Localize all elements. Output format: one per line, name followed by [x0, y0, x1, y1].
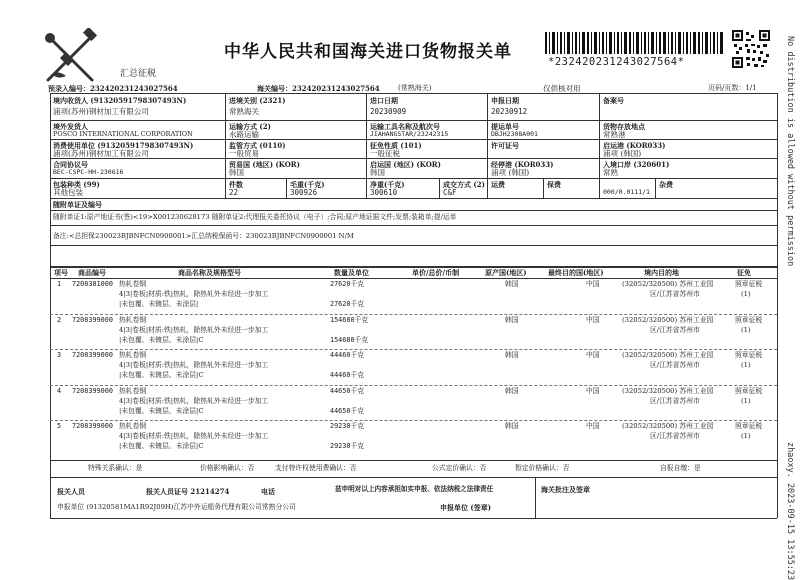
item-domestic2: 区/江苏省苏州市: [650, 290, 700, 298]
summary-tax-label: 汇总征税: [120, 69, 157, 79]
item-domestic1: (32052/320500) 苏州工业园: [622, 315, 714, 324]
attached-docs-line: 随附单证1:原产地证书(签)<19>X001230628173 随附单证2:代理报关委托协议（电子）;合同;原产地证据文件;发票;装箱单;提/运单: [53, 213, 457, 221]
deal-mode-label: 成交方式 (2): [443, 180, 485, 189]
col-no: 项号: [54, 268, 68, 277]
item-exempt2: (1): [741, 361, 751, 369]
consumer-label: 消费使用单位 (91320591798307493N): [53, 141, 194, 150]
col-price: 单价/总价/币制: [412, 268, 460, 277]
col-exempt: 征免: [737, 268, 751, 277]
item-qty1: 44650千克: [330, 386, 365, 395]
item-exempt1: 照章征税: [735, 280, 763, 288]
item-origin: 韩国: [505, 315, 519, 324]
item-origin: 韩国: [505, 351, 519, 359]
customs-emblem: [40, 28, 100, 86]
origin-country-value: 韩国: [370, 168, 385, 177]
declaring-agent: 申报单位 (91320581MA1R92J09H)江苏中外运船务代理有限公司常熟分公司: [57, 503, 296, 511]
item-domestic2: 区/江苏省苏州市: [650, 361, 700, 369]
vessel-label: 运输工具名称及航次号: [370, 122, 440, 131]
item-spec2: |未包覆、未镀层、未涂层|: [119, 300, 199, 308]
supervision-value: 一般贸易: [229, 149, 259, 158]
item-qty1: 154680千克: [330, 315, 369, 324]
purpose-note: 仅供核对用: [543, 84, 581, 93]
contract-label: 合同协议号: [53, 160, 88, 169]
item-code: 7208399000: [72, 422, 113, 430]
declarant-label: 报关人员: [57, 487, 85, 496]
item-no: 1: [57, 280, 62, 288]
item-domestic2: 区/江苏省苏州市: [650, 325, 700, 334]
item-name: 热轧卷钢: [119, 422, 147, 430]
item-name: 热轧卷钢: [119, 280, 147, 288]
royalty-confirm: 支付特许权使用费确认：否: [275, 464, 357, 472]
item-spec1: 4|3|卷板|材质:铁|热轧，除热轧外未经进一步加工: [119, 290, 269, 298]
phone-label: 电话: [261, 487, 275, 496]
no-distribution-notice: No distribution is allowed without permission: [785, 36, 795, 267]
col-code: 商品编号: [78, 268, 106, 277]
item-code: 7208399000: [72, 315, 113, 324]
consumer-value: 浦项(苏州)钢材加工有限公司: [53, 149, 149, 158]
item-qty1: 44460千克: [330, 351, 365, 359]
item-dest: 中国: [586, 422, 600, 430]
customs-number: 海关编号：232420231243027564: [257, 84, 380, 93]
item-code: 7208381000: [72, 280, 113, 288]
item-exempt2: (1): [741, 432, 751, 440]
via-port-value: 浦项 (韩国): [491, 168, 530, 177]
declare-date-value: 20230912: [491, 107, 528, 116]
storage-value: 常熟港: [603, 130, 626, 139]
item-qty2: 154680千克: [330, 335, 369, 344]
supervision-label: 监管方式 (0110): [229, 141, 286, 150]
item-dest: 中国: [586, 386, 600, 395]
page-counter: 页码/页数：1/1: [708, 84, 757, 92]
consignee-label: 境内收货人 (91320591798307493N): [53, 96, 187, 105]
item-origin: 韩国: [505, 386, 519, 395]
import-date-value: 20230909: [370, 107, 407, 116]
col-qty: 数量及单位: [334, 268, 369, 277]
provisional-price: 暂定价格确认：否: [515, 464, 570, 472]
item-domestic1: (32052/320500) 苏州工业园: [622, 351, 714, 359]
record-no-label: 备案号: [603, 96, 624, 105]
package-type-label: 包装种类 (99): [53, 180, 100, 189]
item-spec2: |未包覆、未镀层、未涂层|C: [119, 442, 204, 450]
formula-price: 公式定价确认：否: [432, 464, 487, 472]
transport-mode-label: 运输方式 (2): [229, 122, 271, 131]
seal-label: 申报单位 (签章): [440, 503, 492, 512]
item-spec2: |未包覆、未镀层、未涂层|C: [119, 335, 204, 344]
item-exempt2: (1): [741, 396, 751, 405]
col-dest: 最终目的国(地区): [548, 268, 604, 277]
departure-port-value: 浦项 (韩国): [603, 149, 642, 158]
declarant-cert: 报关人员证号 21214274: [146, 487, 230, 496]
item-dest: 中国: [586, 351, 600, 359]
misc-fee-label: 杂费: [659, 180, 673, 189]
row-separator: [50, 385, 777, 386]
entry-port-label: 进境关别 (2321): [229, 96, 286, 105]
item-domestic2: 区/江苏省苏州市: [650, 396, 700, 405]
entry-gate-label: 入境口岸 (320601): [603, 160, 670, 169]
price-impact: 价格影响确认：否: [200, 464, 255, 472]
declare-date-label: 申报日期: [491, 96, 519, 105]
qr-code: [732, 30, 770, 68]
trade-country-value: 韩国: [229, 168, 244, 177]
item-dest: 中国: [586, 315, 600, 324]
via-port-label: 经停港 (KOR033): [491, 160, 554, 169]
col-domestic: 境内目的地: [644, 268, 679, 277]
item-exempt2: (1): [741, 290, 751, 298]
net-weight-value: 300610: [370, 188, 398, 197]
row-separator: [50, 420, 777, 421]
pre-entry-number: 预录入编号：232420231243027564: [48, 84, 178, 93]
license-label: 许可证号: [491, 141, 519, 150]
vessel-value: JIAHANGSTAR/23242315: [370, 130, 449, 138]
item-name: 热轧卷钢: [119, 351, 147, 359]
item-no: 4: [57, 386, 62, 395]
row-separator: [50, 349, 777, 350]
special-relation: 特殊关系确认：是: [88, 464, 143, 472]
exemption-nature-label: 征免性质 (101): [370, 141, 422, 150]
misc-fee-value: 000/0.0111/1: [603, 188, 650, 196]
item-domestic2: 区/江苏省苏州市: [650, 432, 700, 440]
item-domestic1: (32052/320500) 苏州工业园: [622, 422, 714, 430]
transport-mode-value: 水路运输: [229, 130, 259, 139]
pieces-label: 件数: [229, 180, 243, 189]
item-qty2: 29230千克: [330, 442, 365, 450]
package-type-value: 其他包装: [53, 188, 83, 197]
gross-weight-label: 毛重(千克): [290, 180, 325, 189]
col-name: 商品名称及规格型号: [178, 268, 241, 277]
item-name: 热轧卷钢: [119, 386, 147, 395]
contract-value: BEC-CSPC-HH-230616: [53, 168, 124, 176]
entry-gate-value: 常熟: [603, 168, 618, 177]
item-no: 3: [57, 351, 62, 359]
item-exempt1: 照章征税: [735, 351, 763, 359]
import-date-label: 进口日期: [370, 96, 398, 105]
row-separator: [50, 314, 777, 315]
item-code: 7208399000: [72, 351, 113, 359]
item-domestic1: (32052/320500) 苏州工业园: [622, 386, 714, 395]
departure-port-label: 启运港 (KOR033): [603, 141, 666, 150]
self-tax: 自报自缴：是: [660, 464, 701, 472]
item-spec1: 4|3|卷板|材质:铁|热轧，除热轧外未经进一步加工: [119, 361, 269, 369]
item-qty2: 27620千克: [330, 300, 365, 308]
declare-port: (常熟海关): [398, 84, 432, 92]
item-spec1: 4|3|卷板|材质:铁|热轧，除热轧外未经进一步加工: [119, 396, 269, 405]
item-qty2: 44460千克: [330, 371, 365, 379]
barcode: [545, 32, 725, 54]
gross-weight-value: 300926: [290, 188, 318, 197]
item-exempt1: 照章征税: [735, 315, 763, 324]
page-title: 中华人民共和国海关进口货物报关单: [224, 42, 512, 62]
print-timestamp: zhaoxy. 2023-09-15 13:55:23: [785, 442, 795, 580]
origin-country-label: 启运国 (地区) (KOR): [370, 160, 441, 169]
item-spec1: 4|3|卷板|材质:铁|热轧，除热轧外未经进一步加工: [119, 432, 269, 440]
item-qty1: 29230千克: [330, 422, 365, 430]
item-spec2: |未包覆、未镀层、未涂层|C: [119, 371, 204, 379]
item-no: 2: [57, 315, 62, 324]
item-exempt1: 照章征税: [735, 422, 763, 430]
item-domestic1: (32052/320500) 苏州工业园: [622, 280, 714, 288]
net-weight-label: 净重(千克): [370, 180, 405, 189]
item-origin: 韩国: [505, 280, 519, 288]
remarks: 备注:<总担保230023BJBNFCN0900001>汇总纳税保函号：230023BJBNFCN0900001 N/M: [53, 232, 354, 240]
freight-label: 运费: [491, 180, 505, 189]
item-exempt2: (1): [741, 325, 751, 334]
pieces-value: 22: [229, 188, 239, 197]
statement: 兹申明对以上内容承担如实申报、依法纳税之法律责任: [335, 485, 494, 493]
exemption-nature-value: 一般征税: [370, 149, 400, 158]
deal-mode-value: C&F: [443, 188, 457, 197]
item-code: 7208399000: [72, 386, 113, 395]
entry-port-value: 常熟海关: [229, 107, 259, 116]
storage-label: 货物存放地点: [603, 122, 645, 131]
col-origin: 原产国(地区): [485, 268, 527, 277]
shipper-label: 境外发货人: [53, 122, 88, 131]
shipper-value: POSCO INTERNATIONAL CORPORATION: [53, 130, 193, 138]
customs-remark-label: 海关批注及签章: [541, 485, 590, 494]
insurance-label: 保费: [547, 180, 561, 189]
item-qty2: 44650千克: [330, 406, 365, 415]
item-dest: 中国: [586, 280, 600, 288]
bill-no-value: DBJH2308A001: [491, 130, 538, 138]
attached-docs-label: 随附单证及编号: [53, 200, 102, 209]
item-spec2: |未包覆、未镀层、未涂层|C: [119, 406, 204, 415]
item-spec1: 4|3|卷板|材质:铁|热轧，除热轧外未经进一步加工: [119, 325, 269, 334]
item-origin: 韩国: [505, 422, 519, 430]
item-qty1: 27620千克: [330, 280, 365, 288]
item-exempt1: 照章征税: [735, 386, 763, 395]
item-name: 热轧卷钢: [119, 315, 147, 324]
bill-no-label: 提运单号: [491, 122, 519, 131]
item-no: 5: [57, 422, 62, 430]
trade-country-label: 贸易国 (地区) (KOR): [229, 160, 300, 169]
consignee-value: 浦项(苏州)钢材加工有限公司: [53, 107, 149, 116]
barcode-text: *232420231243027564*: [548, 56, 685, 68]
